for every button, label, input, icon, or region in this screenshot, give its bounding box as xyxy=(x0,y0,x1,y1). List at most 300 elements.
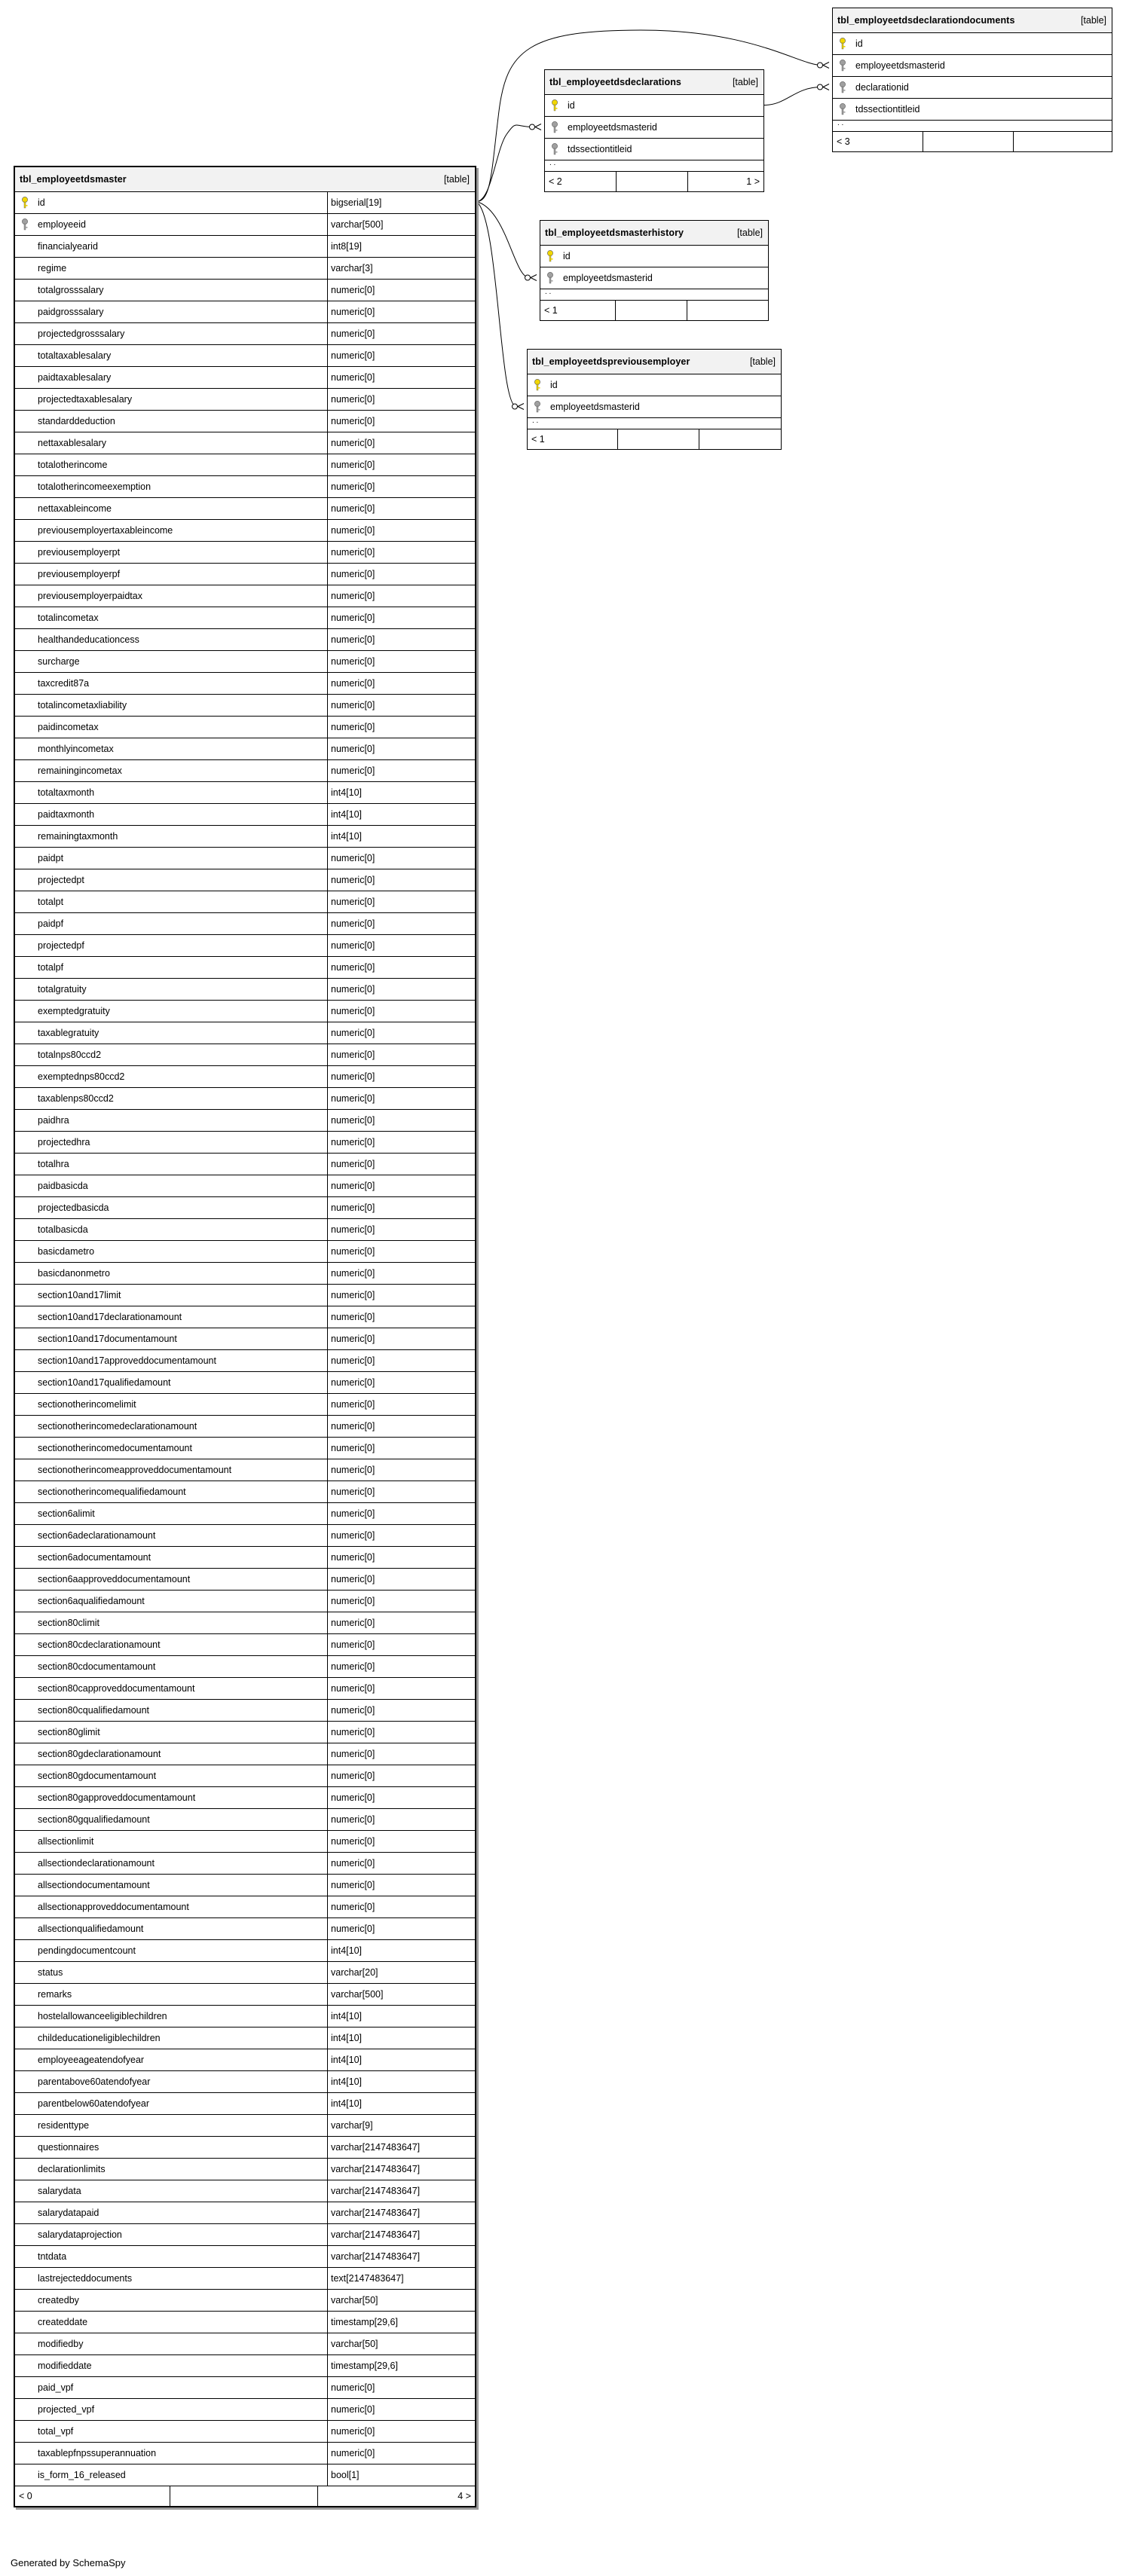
column-spacer xyxy=(21,957,38,978)
column-row[interactable] xyxy=(15,1656,475,1678)
column-row[interactable] xyxy=(15,1612,475,1634)
column-name-cell xyxy=(15,1481,327,1502)
column-spacer xyxy=(21,2312,38,2333)
column-row[interactable] xyxy=(15,1328,475,1350)
column-spacer xyxy=(21,869,38,891)
column-name-cell xyxy=(833,33,1112,54)
column-name: allsectionqualifiedamount xyxy=(38,1924,144,1934)
column-type: varchar[2147483647] xyxy=(327,2246,475,2267)
column-row[interactable] xyxy=(15,1066,475,1088)
column-row[interactable] xyxy=(15,585,475,607)
column-type: int4[10] xyxy=(327,2027,475,2049)
column-spacer xyxy=(21,2421,38,2442)
column-type: numeric[0] xyxy=(327,1350,475,1371)
table-type: [table] xyxy=(732,77,758,87)
column-row[interactable] xyxy=(15,1350,475,1372)
column-name: tntdata xyxy=(38,2251,67,2262)
column-row[interactable] xyxy=(15,2093,475,2115)
column-name-cell xyxy=(15,2159,327,2180)
child-count[interactable] xyxy=(687,301,768,320)
parent-count[interactable]: < 1 xyxy=(528,429,618,449)
foreign-key-icon xyxy=(839,99,855,120)
column-spacer xyxy=(21,389,38,410)
column-row[interactable] xyxy=(15,389,475,411)
parent-count[interactable]: < 1 xyxy=(540,301,616,320)
column-row[interactable] xyxy=(15,1416,475,1438)
ellipsis-row: . . xyxy=(545,160,763,172)
column-row[interactable] xyxy=(15,498,475,520)
column-type: numeric[0] xyxy=(327,738,475,759)
column-row[interactable] xyxy=(15,1001,475,1022)
column-name-cell xyxy=(15,826,327,847)
column-type: numeric[0] xyxy=(327,1088,475,1109)
column-name: employeeageatendofyear xyxy=(38,2055,145,2065)
column-row[interactable] xyxy=(15,2224,475,2246)
column-name-cell xyxy=(540,267,768,289)
column-row[interactable] xyxy=(15,476,475,498)
table-name[interactable]: tbl_employeetdsmasterhistory xyxy=(545,228,684,238)
column-row[interactable] xyxy=(15,1044,475,1066)
column-name-cell xyxy=(15,2421,327,2442)
column-name: projectedtaxablesalary xyxy=(38,394,133,405)
column-row[interactable] xyxy=(15,1154,475,1175)
column-row[interactable] xyxy=(15,1918,475,1940)
table-name[interactable]: tbl_employeetdsdeclarationdocuments xyxy=(837,15,1015,26)
column-type: bigserial[19] xyxy=(327,192,475,213)
crow-foot-marker xyxy=(531,275,537,281)
column-name: declarationid xyxy=(855,82,909,93)
foreign-key-icon xyxy=(21,214,38,235)
column-name-cell xyxy=(15,432,327,454)
column-row[interactable] xyxy=(15,738,475,760)
column-row[interactable] xyxy=(15,2290,475,2312)
column-name-cell xyxy=(15,2246,327,2267)
column-name-cell xyxy=(15,1416,327,1437)
column-type: numeric[0] xyxy=(327,979,475,1000)
column-row[interactable] xyxy=(15,826,475,848)
column-type: numeric[0] xyxy=(327,935,475,956)
column-row[interactable] xyxy=(15,1984,475,2006)
column-row[interactable] xyxy=(15,258,475,280)
column-name-cell xyxy=(15,1394,327,1415)
column-name: totaltaxmonth xyxy=(38,787,95,798)
column-name: totalhra xyxy=(38,1159,69,1169)
parent-count[interactable]: < 3 xyxy=(833,132,923,151)
column-type: int4[10] xyxy=(327,2049,475,2070)
column-row[interactable] xyxy=(15,1875,475,1896)
column-spacer xyxy=(21,585,38,607)
column-name: remainingtaxmonth xyxy=(38,831,118,842)
relationship-end xyxy=(818,63,823,68)
column-row[interactable] xyxy=(15,2333,475,2355)
column-row[interactable] xyxy=(15,214,475,236)
column-type: numeric[0] xyxy=(327,542,475,563)
column-type: numeric[0] xyxy=(327,1831,475,1852)
column-row[interactable] xyxy=(15,1022,475,1044)
foreign-key-icon xyxy=(551,139,568,160)
column-name-cell xyxy=(15,1503,327,1524)
column-name: hostelallowanceeligiblechildren xyxy=(38,2011,167,2021)
column-name: modifiedby xyxy=(38,2339,84,2349)
column-row[interactable] xyxy=(15,1853,475,1875)
column-row[interactable] xyxy=(15,1132,475,1154)
column-spacer xyxy=(21,1350,38,1371)
child-count[interactable]: 1 > xyxy=(746,176,760,187)
column-name-cell xyxy=(15,2333,327,2354)
column-row[interactable] xyxy=(15,957,475,979)
footer-mid xyxy=(616,301,687,320)
column-spacer xyxy=(21,1634,38,1655)
column-spacer xyxy=(21,782,38,803)
column-type: int4[10] xyxy=(327,2006,475,2027)
column-name-cell xyxy=(15,2202,327,2223)
column-row[interactable] xyxy=(15,804,475,826)
table-name[interactable]: tbl_employeetdsdeclarations xyxy=(549,77,681,87)
column-name: healthandeducationcess xyxy=(38,634,139,645)
column-type: numeric[0] xyxy=(327,1001,475,1022)
column-row[interactable] xyxy=(15,848,475,869)
column-name: tdssectiontitleid xyxy=(568,144,632,154)
column-row[interactable] xyxy=(15,869,475,891)
column-name: section80cdeclarationamount xyxy=(38,1639,161,1650)
column-row[interactable] xyxy=(15,2377,475,2399)
column-row[interactable] xyxy=(15,411,475,432)
column-name-cell xyxy=(15,717,327,738)
column-spacer xyxy=(21,2246,38,2267)
column-spacer xyxy=(21,520,38,541)
column-name-cell xyxy=(15,585,327,607)
column-row[interactable] xyxy=(15,629,475,651)
column-name-cell xyxy=(15,498,327,519)
column-name-cell xyxy=(15,2115,327,2136)
column-spacer xyxy=(21,629,38,650)
column-spacer xyxy=(21,1306,38,1328)
column-name: id xyxy=(550,380,558,390)
column-name: basicdanonmetro xyxy=(38,1268,110,1279)
column-type: numeric[0] xyxy=(327,1656,475,1677)
column-row[interactable] xyxy=(15,2421,475,2443)
column-row[interactable] xyxy=(15,1940,475,1962)
column-spacer xyxy=(21,2115,38,2136)
column-row[interactable] xyxy=(15,2071,475,2093)
table-footer xyxy=(15,2486,475,2506)
column-name-cell xyxy=(15,1132,327,1153)
column-row[interactable] xyxy=(15,1241,475,1263)
column-name: totalgrosssalary xyxy=(38,285,104,295)
column-row[interactable] xyxy=(15,695,475,717)
column-type: numeric[0] xyxy=(327,454,475,475)
column-spacer xyxy=(21,1853,38,1874)
column-row[interactable] xyxy=(15,1569,475,1591)
column-row[interactable] xyxy=(833,99,1112,121)
column-spacer xyxy=(21,738,38,759)
column-row[interactable] xyxy=(15,454,475,476)
column-type: numeric[0] xyxy=(327,1394,475,1415)
column-name-cell xyxy=(15,673,327,694)
column-spacer xyxy=(21,1372,38,1393)
column-name-cell xyxy=(833,99,1112,120)
column-row[interactable] xyxy=(15,432,475,454)
column-type: numeric[0] xyxy=(327,2377,475,2398)
column-row[interactable] xyxy=(15,1110,475,1132)
column-name: totalnps80ccd2 xyxy=(38,1050,102,1060)
column-name: pendingdocumentcount xyxy=(38,1945,136,1956)
column-row[interactable] xyxy=(540,246,768,267)
column-row[interactable] xyxy=(15,2464,475,2486)
column-type: int8[19] xyxy=(327,236,475,257)
column-row[interactable] xyxy=(15,760,475,782)
parent-count[interactable]: < 0 xyxy=(15,2486,170,2506)
column-row[interactable] xyxy=(15,1372,475,1394)
column-row[interactable] xyxy=(528,374,781,396)
column-type: numeric[0] xyxy=(327,1459,475,1481)
column-name: paidpt xyxy=(38,853,64,863)
column-spacer xyxy=(21,804,38,825)
column-row[interactable] xyxy=(15,1175,475,1197)
column-row[interactable] xyxy=(15,2312,475,2333)
column-row[interactable] xyxy=(15,192,475,214)
column-spacer xyxy=(21,2224,38,2245)
column-row[interactable] xyxy=(15,2027,475,2049)
column-row[interactable] xyxy=(15,1438,475,1459)
column-row[interactable] xyxy=(833,77,1112,99)
relationship-end xyxy=(525,275,531,280)
column-row[interactable] xyxy=(528,396,781,418)
column-row[interactable] xyxy=(15,891,475,913)
column-spacer xyxy=(21,2377,38,2398)
column-spacer xyxy=(21,2399,38,2420)
column-type: numeric[0] xyxy=(327,1241,475,1262)
column-row[interactable] xyxy=(15,2202,475,2224)
column-row[interactable] xyxy=(15,1481,475,1503)
column-name: parentbelow60atendofyear xyxy=(38,2098,150,2109)
column-row[interactable] xyxy=(15,1678,475,1700)
table-employeetdsmasterhistory[interactable] xyxy=(540,220,769,321)
column-row[interactable] xyxy=(545,117,763,139)
column-type: int4[10] xyxy=(327,2093,475,2114)
column-spacer xyxy=(21,1001,38,1022)
column-name-cell xyxy=(15,1634,327,1655)
column-name-cell xyxy=(15,1175,327,1196)
column-type: numeric[0] xyxy=(327,280,475,301)
column-spacer xyxy=(21,1875,38,1896)
column-type: numeric[0] xyxy=(327,1197,475,1218)
column-row[interactable] xyxy=(15,1459,475,1481)
column-row[interactable] xyxy=(833,55,1112,77)
column-type: numeric[0] xyxy=(327,891,475,912)
column-row[interactable] xyxy=(15,2049,475,2071)
column-row[interactable] xyxy=(15,1831,475,1853)
column-row[interactable] xyxy=(15,2443,475,2464)
column-row[interactable] xyxy=(833,33,1112,55)
column-name: paidtaxmonth xyxy=(38,809,95,820)
column-row[interactable] xyxy=(15,236,475,258)
column-type: numeric[0] xyxy=(327,1853,475,1874)
column-row[interactable] xyxy=(15,345,475,367)
column-row[interactable] xyxy=(15,1263,475,1285)
table-employeetdsmaster[interactable] xyxy=(14,166,476,2507)
column-row[interactable] xyxy=(15,2159,475,2180)
column-row[interactable] xyxy=(15,1962,475,1984)
column-row[interactable] xyxy=(15,1525,475,1547)
column-row[interactable] xyxy=(15,1591,475,1612)
column-name-cell xyxy=(15,1306,327,1328)
column-type: numeric[0] xyxy=(327,1569,475,1590)
column-name: totalotherincomeexemption xyxy=(38,481,151,492)
column-row[interactable] xyxy=(15,651,475,673)
column-name: parentabove60atendofyear xyxy=(38,2076,151,2087)
column-name: id xyxy=(563,251,571,261)
column-row[interactable] xyxy=(15,913,475,935)
column-row[interactable] xyxy=(15,564,475,585)
column-list xyxy=(528,374,781,418)
column-spacer xyxy=(21,1263,38,1284)
column-row[interactable] xyxy=(15,2006,475,2027)
column-spacer xyxy=(21,1285,38,1306)
column-list xyxy=(540,246,768,289)
column-type: numeric[0] xyxy=(327,2443,475,2464)
column-row[interactable] xyxy=(15,1787,475,1809)
column-row[interactable] xyxy=(15,1197,475,1219)
column-type: numeric[0] xyxy=(327,1416,475,1437)
column-row[interactable] xyxy=(15,323,475,345)
column-row[interactable] xyxy=(15,1634,475,1656)
column-name: paid_vpf xyxy=(38,2382,74,2393)
column-row[interactable] xyxy=(15,607,475,629)
column-spacer xyxy=(21,1110,38,1131)
column-row[interactable] xyxy=(15,1088,475,1110)
column-type: numeric[0] xyxy=(327,367,475,388)
column-row[interactable] xyxy=(15,1394,475,1416)
column-type: text[2147483647] xyxy=(327,2268,475,2289)
column-row[interactable] xyxy=(15,1896,475,1918)
column-row[interactable] xyxy=(15,280,475,301)
column-row[interactable] xyxy=(15,782,475,804)
column-row[interactable] xyxy=(15,717,475,738)
column-row[interactable] xyxy=(15,673,475,695)
column-name: totalbasicda xyxy=(38,1224,88,1235)
column-name-cell xyxy=(15,2071,327,2092)
column-name-cell xyxy=(15,520,327,541)
column-row[interactable] xyxy=(15,1809,475,1831)
column-row[interactable] xyxy=(15,2399,475,2421)
generated-by-credit[interactable]: Generated by SchemaSpy xyxy=(11,2557,126,2568)
column-row[interactable] xyxy=(15,520,475,542)
column-row[interactable] xyxy=(15,542,475,564)
child-count[interactable] xyxy=(1014,132,1112,151)
table-employeetdsdeclarationdocuments[interactable] xyxy=(832,8,1112,152)
column-type: numeric[0] xyxy=(327,673,475,694)
column-type: numeric[0] xyxy=(327,2399,475,2420)
column-row[interactable] xyxy=(15,2246,475,2268)
relationship-line xyxy=(476,202,529,278)
column-name: section6adocumentamount xyxy=(38,1552,151,1563)
child-count[interactable]: 4 > xyxy=(457,2491,471,2501)
column-name: sectionotherincomedocumentamount xyxy=(38,1443,192,1453)
column-name: totalpt xyxy=(38,897,64,907)
column-type: numeric[0] xyxy=(327,1285,475,1306)
column-row[interactable] xyxy=(15,2115,475,2137)
column-row[interactable] xyxy=(15,1743,475,1765)
column-row[interactable] xyxy=(15,301,475,323)
column-row[interactable] xyxy=(545,139,763,160)
column-spacer xyxy=(21,1241,38,1262)
column-row[interactable] xyxy=(540,267,768,289)
column-name-cell xyxy=(15,1940,327,1961)
column-spacer xyxy=(21,935,38,956)
column-name: employeetdsmasterid xyxy=(563,273,653,283)
table-name[interactable]: tbl_employeetdsmaster xyxy=(20,174,127,185)
column-type: numeric[0] xyxy=(327,869,475,891)
column-name-cell xyxy=(15,1612,327,1633)
column-spacer xyxy=(21,1765,38,1786)
foreign-key-icon xyxy=(546,267,563,289)
column-type: numeric[0] xyxy=(327,1525,475,1546)
column-name: nettaxableincome xyxy=(38,503,112,514)
table-employeetdspreviousemployer[interactable] xyxy=(527,349,782,450)
column-row[interactable] xyxy=(15,1765,475,1787)
table-employeetdsdeclarations[interactable] xyxy=(544,69,764,192)
column-spacer xyxy=(21,1503,38,1524)
column-name-cell xyxy=(545,95,763,116)
column-type: numeric[0] xyxy=(327,1809,475,1830)
column-row[interactable] xyxy=(15,2268,475,2290)
column-name-cell xyxy=(15,1831,327,1852)
column-name: section80cdocumentamount xyxy=(38,1661,156,1672)
column-row[interactable] xyxy=(15,2137,475,2159)
column-spacer xyxy=(21,411,38,432)
column-name-cell xyxy=(15,2355,327,2376)
child-count[interactable] xyxy=(699,429,781,449)
column-name-cell xyxy=(15,2312,327,2333)
column-spacer xyxy=(21,2049,38,2070)
parent-count[interactable]: < 2 xyxy=(545,172,617,191)
column-spacer xyxy=(21,1044,38,1065)
column-row[interactable] xyxy=(15,1503,475,1525)
column-name-cell xyxy=(15,1809,327,1830)
table-name[interactable]: tbl_employeetdspreviousemployer xyxy=(532,356,690,367)
column-name: nettaxablesalary xyxy=(38,438,107,448)
column-name-cell xyxy=(15,651,327,672)
column-row[interactable] xyxy=(15,2180,475,2202)
column-row[interactable] xyxy=(15,935,475,957)
column-spacer xyxy=(21,1700,38,1721)
column-row[interactable] xyxy=(15,1285,475,1306)
column-name: paidgrosssalary xyxy=(38,307,104,317)
column-spacer xyxy=(21,1394,38,1415)
column-type: numeric[0] xyxy=(327,1875,475,1896)
column-list xyxy=(833,33,1112,121)
column-row[interactable] xyxy=(15,1700,475,1722)
column-type: numeric[0] xyxy=(327,1372,475,1393)
column-spacer xyxy=(21,2137,38,2158)
column-row[interactable] xyxy=(15,1306,475,1328)
column-name-cell xyxy=(15,1525,327,1546)
column-spacer xyxy=(21,826,38,847)
column-type: numeric[0] xyxy=(327,1918,475,1939)
column-row[interactable] xyxy=(545,95,763,117)
column-spacer xyxy=(21,280,38,301)
column-row[interactable] xyxy=(15,1547,475,1569)
column-type: numeric[0] xyxy=(327,1306,475,1328)
column-row[interactable] xyxy=(15,2355,475,2377)
column-row[interactable] xyxy=(15,1219,475,1241)
column-row[interactable] xyxy=(15,1722,475,1743)
column-row[interactable] xyxy=(15,367,475,389)
crow-foot-marker xyxy=(823,84,829,90)
column-type: numeric[0] xyxy=(327,1175,475,1196)
column-row[interactable] xyxy=(15,979,475,1001)
